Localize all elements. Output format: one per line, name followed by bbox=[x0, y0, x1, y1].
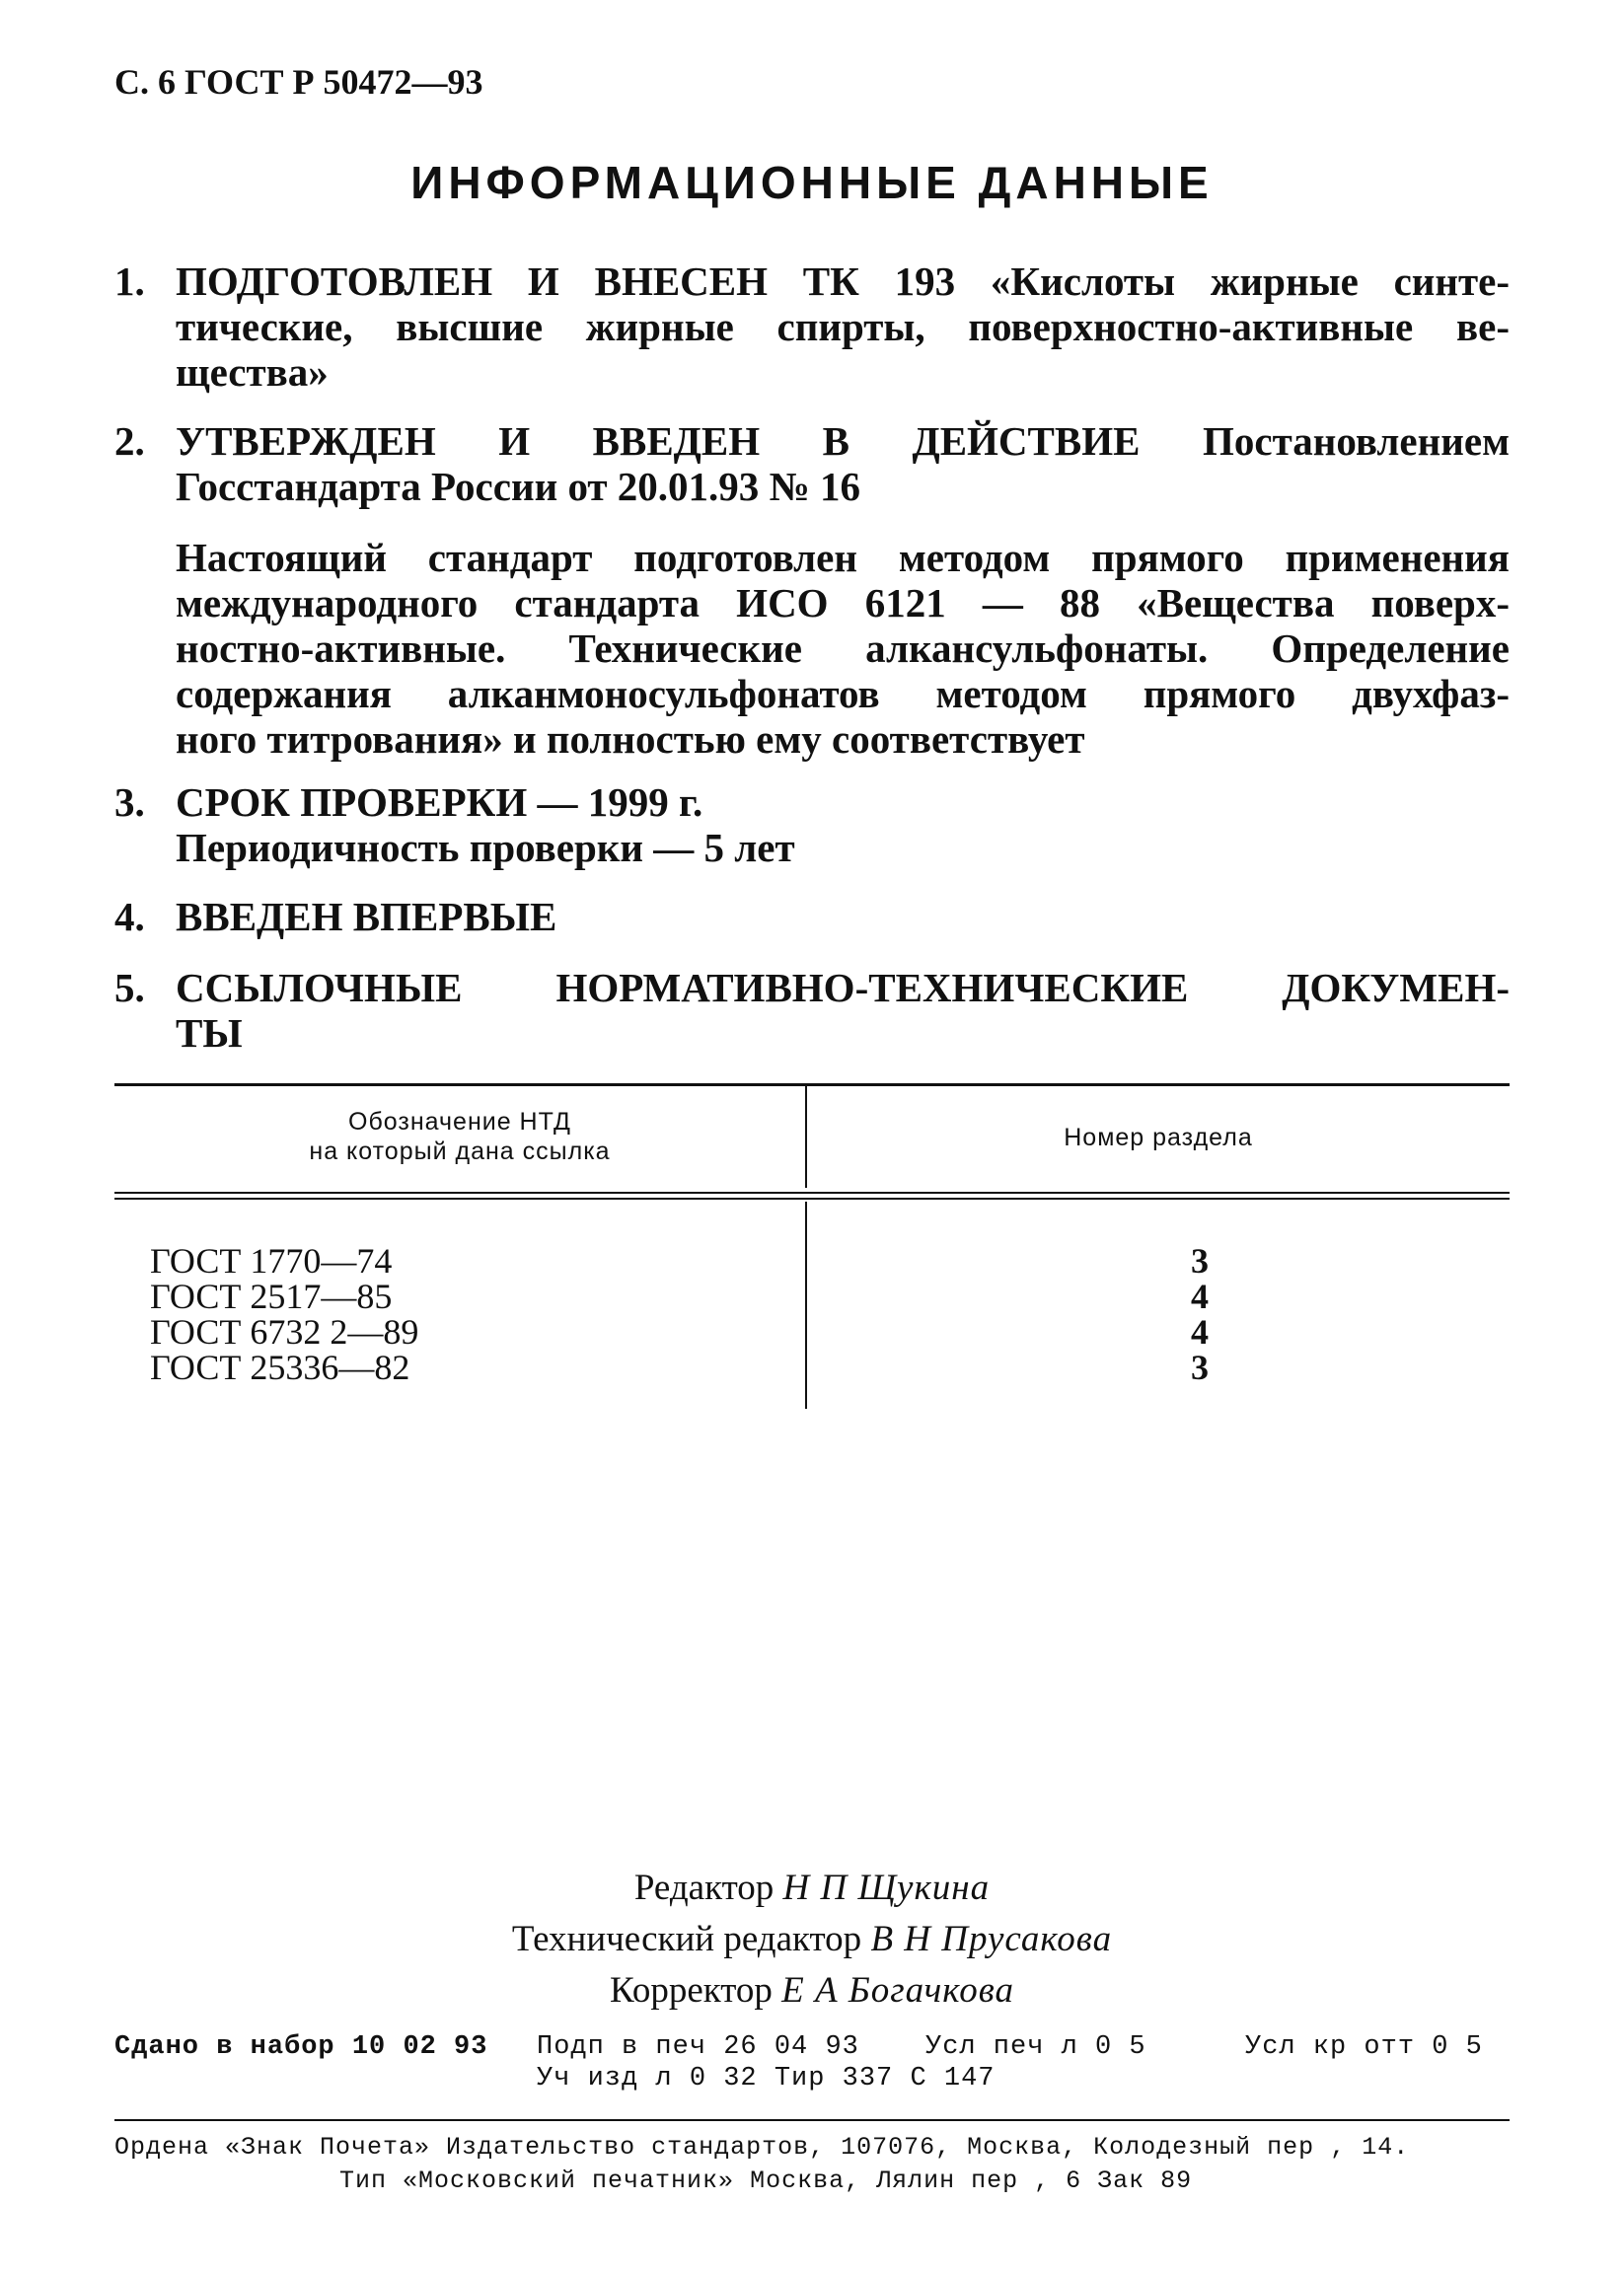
imprint-usl-kr: Усл кр отт 0 5 bbox=[1245, 2032, 1483, 2062]
table-cell-section: 4 bbox=[1191, 1277, 1209, 1316]
item-line: щества» bbox=[176, 349, 329, 395]
imprint-signed: Подп в печ 26 04 93 bbox=[537, 2032, 859, 2062]
table-body-divider bbox=[805, 1202, 807, 1409]
standard-note-paragraph bbox=[176, 535, 1510, 762]
paragraph-line: ностно-активные. Технические алкансульфонаты. Определение bbox=[176, 625, 1510, 671]
item-number: 1. bbox=[114, 258, 145, 304]
page-header: С. 6 ГОСТ Р 50472—93 bbox=[114, 62, 483, 102]
table-header-rule bbox=[114, 1192, 1510, 1194]
paragraph-line: ного титрования» и полностью ему соответствует bbox=[176, 716, 1085, 762]
imprint-divider bbox=[114, 2119, 1510, 2121]
imprint-publisher-line1: Ордена «Знак Почета» Издательство стандартов, 107076, Москва, Колодезный пер , 14. bbox=[114, 2133, 1410, 2162]
credit-tech-editor: Технический редактор В Н Прусакова bbox=[511, 1919, 1113, 1959]
imprint-usl-pech: Усл печ л 0 5 bbox=[925, 2032, 1146, 2062]
credits-block bbox=[0, 1863, 1624, 2017]
item-line: тические, высшие жирные спирты, поверхностно-активные ве- bbox=[176, 304, 1510, 349]
page-title: ИНФОРМАЦИОННЫЕ ДАННЫЕ bbox=[410, 157, 1214, 208]
table-cell-doc: ГОСТ 25336—82 bbox=[150, 1348, 410, 1387]
paragraph-line: содержания алканмоносульфонатов методом прямого двухфаз- bbox=[176, 671, 1510, 716]
item-line: УТВЕРЖДЕН И ВВЕДЕН В ДЕЙСТВИЕ Постановлением bbox=[176, 418, 1510, 464]
item-line: Периодичность проверки — 5 лет bbox=[176, 825, 795, 870]
paragraph-line: Настоящий стандарт подготовлен методом прямого применения bbox=[176, 535, 1510, 580]
column-header-section: Номер раздела bbox=[1064, 1124, 1253, 1151]
item-line: ТЫ bbox=[176, 1010, 243, 1056]
column-header-designation: Обозначение НТД на который дана ссылка bbox=[309, 1108, 611, 1165]
imprint-sent: Сдано в набор 10 02 93 bbox=[114, 2032, 488, 2062]
credit-corrector: Корректор Е А Богачкова bbox=[609, 1970, 1015, 2011]
item-number: 3. bbox=[114, 779, 145, 825]
item-line: ПОДГОТОВЛЕН И ВНЕСЕН ТК 193 «Кислоты жирные синте- bbox=[176, 258, 1510, 304]
table-cell-doc: ГОСТ 6732 2—89 bbox=[150, 1312, 419, 1352]
imprint-line2: Уч изд л 0 32 Тир 337 С 147 bbox=[537, 2064, 996, 2093]
item-line: ССЫЛОЧНЫЕ НОРМАТИВНО-ТЕХНИЧЕСКИЕ ДОКУМЕН- bbox=[176, 965, 1510, 1010]
item-number: 4. bbox=[114, 894, 145, 939]
table-cell-doc: ГОСТ 1770—74 bbox=[150, 1241, 393, 1281]
item-number: 2. bbox=[114, 418, 145, 464]
table-header-rule-double bbox=[114, 1198, 1510, 1200]
table-cell-section: 3 bbox=[1191, 1348, 1209, 1387]
table-top-rule bbox=[114, 1083, 1510, 1086]
paragraph-line: международного стандарта ИСО 6121 — 88 «Вещества поверх- bbox=[176, 580, 1510, 625]
table-cell-section: 4 bbox=[1191, 1312, 1209, 1352]
credit-editor: Редактор Н П Щукина bbox=[633, 1868, 991, 1908]
item-line: ВВЕДЕН ВПЕРВЫЕ bbox=[176, 894, 557, 939]
item-line: Госстандарта России от 20.01.93 № 16 bbox=[176, 464, 860, 509]
table-cell-doc: ГОСТ 2517—85 bbox=[150, 1277, 393, 1316]
imprint-publisher-line2: Тип «Московский печатник» Москва, Лялин пер , 6 Зак 89 bbox=[339, 2167, 1193, 2195]
table-cell-section: 3 bbox=[1191, 1241, 1209, 1281]
references-table bbox=[114, 1083, 1510, 1409]
item-number: 5. bbox=[114, 965, 145, 1010]
item-line: СРОК ПРОВЕРКИ — 1999 г. bbox=[176, 779, 703, 825]
